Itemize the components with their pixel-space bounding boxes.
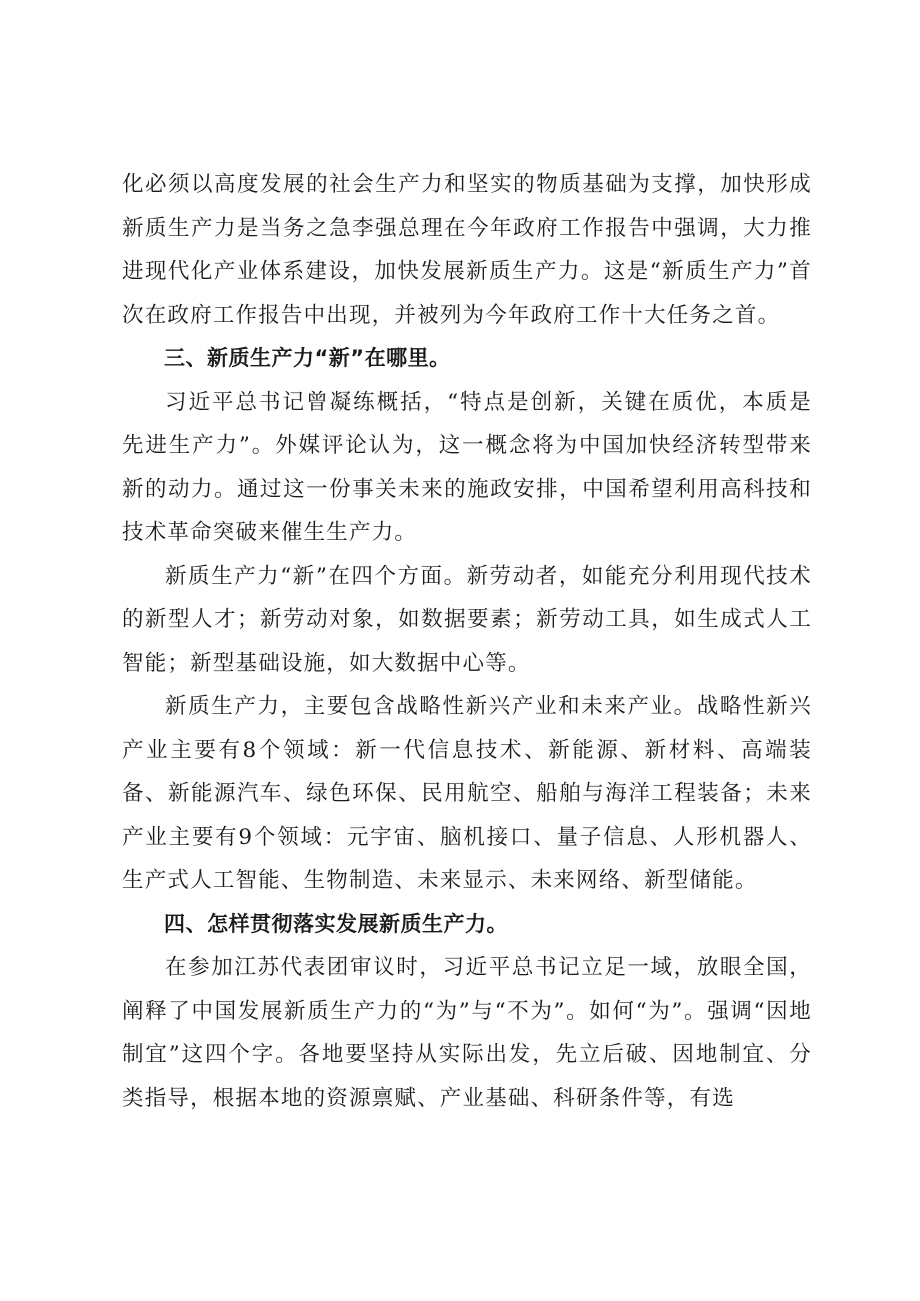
section-heading-3: 三、新质生产力“新”在哪里。 <box>164 346 451 370</box>
paragraph-continuation: 化必须以高度发展的社会生产力和坚实的物质基础为支撑，加快形成新质生产力是当务之急李强总理在今年政府工作报告中强调，大力推进现代化产业体系建设，加快发展新质生产力。这是“新质生产力”首次在政府工作报告中出现，并被列为今年政府工作十大任务之首。 <box>122 172 812 328</box>
document-body <box>122 163 812 1120</box>
section-heading-4: 四、怎样贯彻落实发展新质生产力。 <box>164 911 508 936</box>
paragraph-definition: 习近平总书记曾凝练概括，“特点是创新，关键在质优，本质是先进生产力”。外媒评论认为，这一概念将为中国加快经济转型带来新的动力。通过这一份事关未来的施政安排，中国希望利用高科技和技术革命突破来催生生产力。 <box>122 389 812 545</box>
paragraph-industries: 新质生产力，主要包含战略性新兴产业和未来产业。战略性新兴产业主要有8个领域：新一代信息技术、新能源、新材料、高端装备、新能源汽车、绿色环保、民用航空、船舶与海洋工程装备；未来产业主要有9个领域：元宇宙、脑机接口、量子信息、人形机器人、生产式人工智能、生物制造、未来显示、未来网络、新型储能。 <box>122 694 812 893</box>
paragraph-four-aspects: 新质生产力“新”在四个方面。新劳动者，如能充分利用现代技术的新型人才；新劳动对象，如数据要素；新劳动工具，如生成式人工智能；新型基础设施，如大数据中心等。 <box>122 563 812 676</box>
paragraph-implementation: 在参加江苏代表团审议时，习近平总书记立足一域，放眼全国，阐释了中国发展新质生产力的“为”与“不为”。如何“为”。强调“因地制宜”这四个字。各地要坚持从实际出发，先立后破、因地制宜、分类指导，根据本地的资源禀赋、产业基础、科研条件等，有选 <box>122 955 812 1111</box>
